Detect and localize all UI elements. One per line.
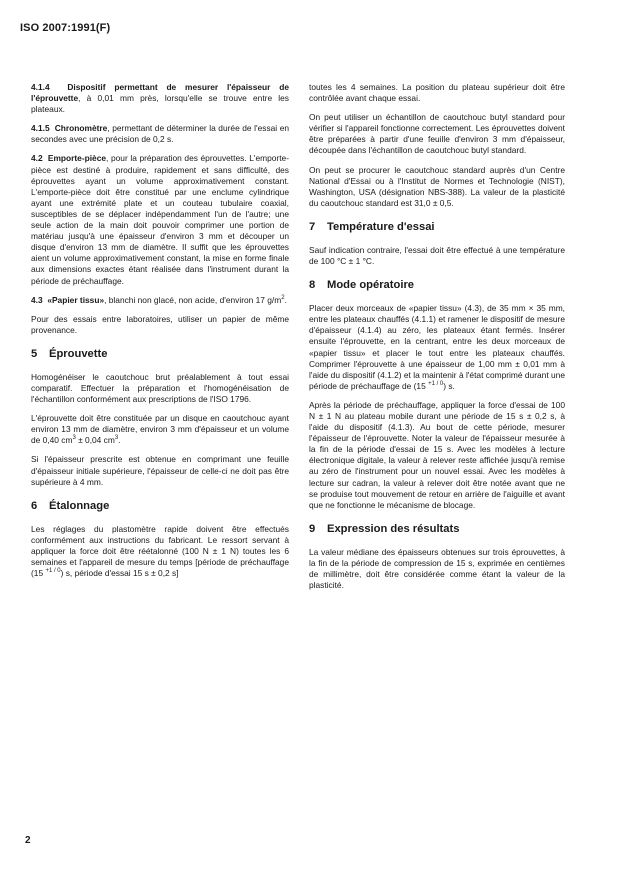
superscript: 3 — [72, 435, 76, 442]
section-number: 6 — [31, 499, 38, 512]
paragraph: La valeur médiane des épaisseurs obtenues sur trois éprouvettes, à la fin de la période de compression de 15 s, exprimée en centièmes de millimètre, doit être considérée comme étant la valeur de la plasticité. — [309, 546, 565, 591]
section-number: 9 — [309, 522, 316, 535]
section-heading-5 — [31, 348, 289, 361]
page-number: 2 — [25, 835, 31, 846]
section-number: 7 — [309, 220, 316, 233]
text-run: . — [118, 435, 121, 446]
superscript: 2 — [281, 294, 285, 301]
clause-4-1-5 — [31, 123, 289, 145]
section-number: 5 — [31, 347, 38, 360]
section-title: Expression des résultats — [327, 522, 460, 535]
clause-number: 4.2 — [31, 153, 43, 164]
text-run: Les réglages du plastomètre rapide doivent être effectués conformément aux instructions du fabricant. Le ressort servant à appliquer la force doit être réétalonné (100 N ± 1 N) toutes les 6 semaines et l'appareil de mesure du temps [période de préchauffage (15 — [31, 523, 289, 579]
paragraph: Après la période de préchauffage, appliquer la force d'essai de 100 N ± 1 N au plateau mobile durant une période de 15 s ± 0,2 s, à l'aide du dispositif (4.1.3). Au bout de cette période, mesurer l'épaisseur de l'éprouvette. Noter la valeur de l'épaisseur mesurée à la fin de la période d'essai de 15 s. Avec les modèles à lecture électronique digitale, la valeur à relever reste affichée jusqu'à remise au zéro de l'instrument pour un nouvel essai. Avec les modèles à lecture sur cadran, la valeur à relever doit être notée avant que ne se produise tout mouvement de retour en arrière de l'aiguille et avant que ne fonctionne le mécanisme de blocage. — [309, 399, 565, 510]
paragraph: Pour des essais entre laboratoires, utiliser un papier de même provenance. — [31, 313, 289, 335]
text-run: ± 0,04 cm — [75, 435, 115, 446]
section-heading-8 — [309, 279, 565, 292]
section-heading-9 — [309, 523, 565, 536]
clause-number: 4.3 — [31, 294, 43, 305]
section-title: Température d'essai — [327, 220, 435, 233]
clause-number: 4.1.4 — [31, 82, 50, 92]
clause-4-3 — [31, 295, 289, 306]
superscript: 3 — [114, 435, 119, 442]
document-header: ISO 2007:1991(F) — [20, 22, 111, 34]
clause-number: 4.1.5 — [31, 123, 50, 134]
text-run: L'éprouvette doit être constituée par un disque en caoutchouc ayant environ 13 mm de diamètre, environ 3 mm d'épaisseur et un volume de 0,40 cm — [31, 413, 289, 446]
left-column — [31, 82, 289, 587]
paragraph — [309, 303, 565, 392]
paragraph: On peut utiliser un échantillon de caoutchouc butyl standard pour vérifier si l'appareil fonctionne correctement. Les éprouvettes doivent être préparées à partir d'une feuille d'environ 3 mm d'épaisseur, découpée dans l'échantillon de caoutchouc butyl standard. — [309, 112, 565, 156]
text-run: ) s, période d'essai 15 s ± 0,2 s] — [60, 568, 179, 579]
clause-text: , pour la préparation des éprouvettes. L'emporte-pièce est destiné à produire, rapidement et sans difficulté, des éprouvettes ayant un volume approximativement constant. L'emporte-pièce doit être constitué par une enclume cylindrique ayant une extrémité plate et un couteau tubulaire coaxial, susceptibles de se déplacer indépendamment l'un de l'autre; une seule action de la main doit pouvoir comprimer une portion de matériau jusqu'à une épaisseur d'environ 3 mm et découper un disque d'environ 13 mm de diamètre. Il suffit que les éprouvettes aient un volume approximativement constant, la mise en forme finale aux dimensions exactes étant réalisée dans l'instrument durant la période de préchauffage. — [31, 153, 289, 286]
section-number: 8 — [309, 279, 316, 292]
text-run: Placer deux morceaux de «papier tissu» (4.3), de 35 mm × 35 mm, entre les plateaux chauffés (4.1.1) et ramener le dispositif de mesure d'épaisseur (4.1.4) au zéro, les plateaux étant fermés. Insérer ensuite l'éprouvette, en la centrant, entre les deux morceaux de «papier tissu» et placer le tout entre les plateaux chauffés. Comprimer l'éprouvette à une épaisseur de 1,00 mm ± 0,01 mm à l'aide du dispositif (4.1.2) et la maintenir à l'état comprimé durant une période de préchauffage de (15 — [309, 303, 565, 391]
paragraph: Si l'épaisseur prescrite est obtenue en comprimant une feuille d'épaisseur initiale supérieure, l'épaisseur de celle-ci ne doit pas être supérieure à 4 mm. — [31, 454, 289, 487]
tolerance-fraction: +1 / 0 — [428, 380, 444, 387]
section-heading-7 — [309, 221, 565, 234]
clause-text-end: . — [284, 294, 287, 305]
clause-text: , blanchi non glacé, non acide, d'environ 17 g/m — [104, 294, 282, 305]
text-run: ) s. — [443, 380, 455, 391]
paragraph: Sauf indication contraire, l'essai doit être effectué à une température de 100 °C ± 1 °C. — [309, 244, 565, 267]
clause-4-2 — [31, 153, 289, 286]
paragraph — [31, 524, 289, 579]
section-title: Mode opératoire — [327, 279, 415, 292]
section-title: Éprouvette — [49, 347, 108, 360]
clause-title: Dispositif permettant de mesurer l'épaisseur de l'éprouvette — [31, 82, 289, 104]
clause-title: «Papier tissu» — [47, 294, 105, 305]
paragraph — [31, 413, 289, 446]
paragraph: Homogénéiser le caoutchouc brut préalablement à tout essai comparatif. Effectuer la préparation et l'homogénéisation de l'échantillon conformément aux prescriptions de l'ISO 1796. — [31, 371, 289, 405]
section-title: Étalonnage — [49, 499, 110, 512]
clause-text: , à 0,01 mm près, lorsqu'elle se trouve entre les plateaux. — [31, 93, 289, 115]
clause-title: Emporte-pièce — [47, 153, 107, 164]
tolerance-fraction: +1 / 0 — [45, 568, 61, 575]
right-column — [309, 82, 565, 599]
clause-4-1-4 — [31, 82, 289, 115]
clause-title: Chronomètre — [54, 123, 108, 134]
section-heading-6 — [31, 500, 289, 513]
paragraph: toutes les 4 semaines. La position du plateau supérieur doit être contrôlée avant chaque essai. — [309, 82, 565, 104]
clause-text: , permettant de déterminer la durée de l'essai en secondes avec une précision de 0,2 s. — [31, 123, 290, 145]
paragraph: On peut se procurer le caoutchouc standard auprès d'un Centre National d'Essai ou à l'Institut de Normes et Technologie (NIST), Washington, USA (désignation NBS-388). La valeur de la plasticité du caoutchouc standard est 31,0 ± 0,5. — [309, 164, 565, 208]
